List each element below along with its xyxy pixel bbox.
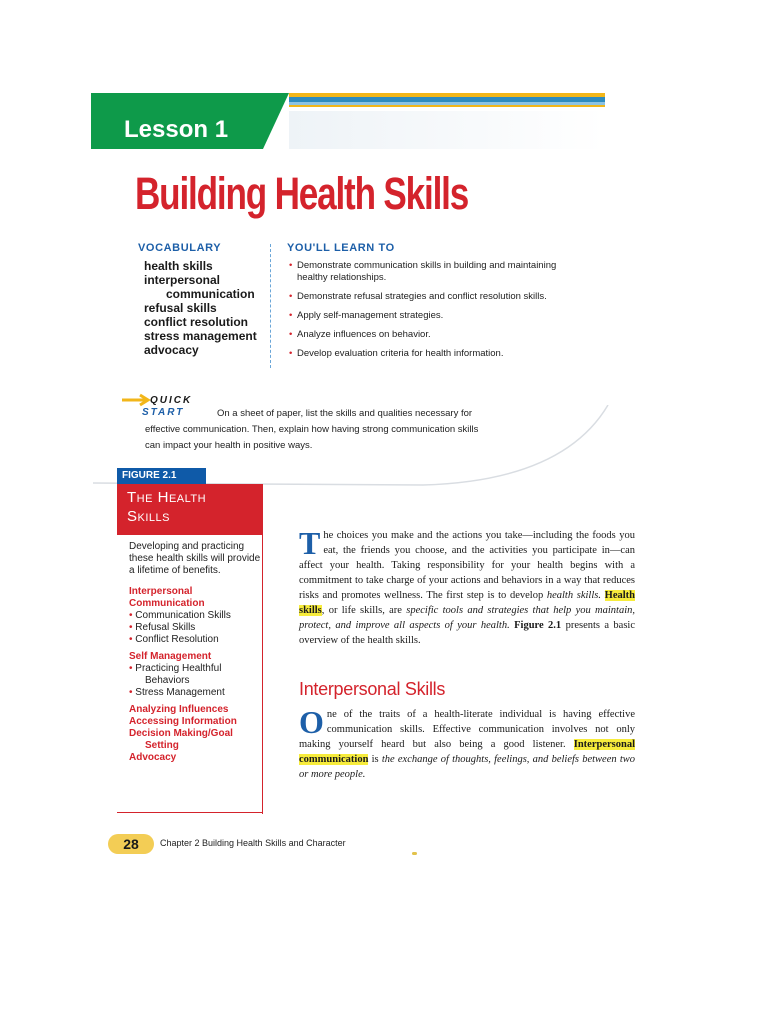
footer-mark [412, 852, 417, 855]
section-heading: Interpersonal Skills [299, 679, 446, 699]
figure-group-head: Advocacy [129, 752, 177, 763]
drop-cap: O [299, 704, 324, 740]
vocabulary-term: health skills [144, 259, 213, 273]
learn-item: • Develop evaluation criteria for health information. [289, 348, 579, 360]
learn-item: • Demonstrate refusal strategies and conflict resolution skills. [289, 291, 579, 303]
figure-title-line: The Health [127, 489, 207, 506]
vocabulary-term: advocacy [144, 343, 199, 357]
learn-list [289, 260, 579, 367]
vocabulary-heading: VOCABULARY [138, 242, 222, 254]
figure-group-head: Decision Making/Goal [129, 728, 233, 739]
chapter-footer: Chapter 2 Building Health Skills and Character [160, 838, 346, 848]
definition-text: specific tools and strategies that help you maintain, protect, and improve all aspects of your health. [299, 605, 635, 631]
figure-reference: Figure 2.1 [514, 620, 562, 631]
figure-group-interpersonal [129, 586, 261, 646]
figure-group-head: Accessing Information [129, 716, 237, 727]
learn-heading: YOU'LL LEARN TO [287, 242, 395, 254]
highlighted-term: Interpersonal communication [299, 739, 635, 765]
quick-start-word-start: START [142, 407, 185, 418]
header-green-band-tip [263, 93, 289, 149]
paragraph-text: , or life skills, are [321, 605, 407, 616]
vocabulary-term: refusal skills [144, 301, 217, 315]
interpersonal-paragraph [299, 704, 635, 782]
vocabulary-term: communication [166, 287, 255, 301]
quick-start-text: On a sheet of paper, list the skills and qualities necessary for effective communication. Then, explain how having strong communication skills can impact your health in positive ways. [145, 408, 479, 451]
intro-paragraph [299, 525, 635, 648]
figure-group-head: Communication [129, 598, 205, 609]
figure-skill-item-cont: Behaviors [145, 675, 190, 686]
learn-item: • Demonstrate communication skills in building and maintaining healthy relationships. [289, 260, 579, 284]
paragraph-text: is [368, 754, 382, 765]
highlighted-term: Health skills [299, 590, 635, 616]
vocabulary-term: stress management [144, 329, 257, 343]
figure-skill-item: • Stress Management [129, 687, 261, 699]
figure-skill-item: • Conflict Resolution [129, 634, 261, 646]
figure-title [127, 488, 206, 526]
drop-cap: T [299, 525, 321, 561]
page-title: Building Health Skills [135, 168, 469, 219]
figure-skill-item: • Communication Skills [129, 610, 261, 622]
figure-skill-list [129, 586, 261, 769]
header-fade [289, 111, 605, 149]
figure-group-other [129, 704, 261, 764]
lesson-label: Lesson 1 [124, 116, 229, 143]
figure-tab: FIGURE 2.1 [117, 468, 206, 484]
figure-skill-item: • Refusal Skills [129, 622, 261, 634]
header-stripes [289, 93, 605, 111]
learn-item: • Analyze influences on behavior. [289, 329, 579, 341]
figure-intro: Developing and practicing these health skills will provide a lifetime of benefits. [129, 541, 261, 576]
figure-group-head: Self Management [129, 651, 212, 662]
page-number: 28 [123, 836, 139, 852]
figure-bottom-rule [117, 812, 263, 813]
definition-text: the exchange of thoughts, feelings, and beliefs between two or more people. [299, 754, 635, 780]
vocabulary-term: interpersonal [144, 273, 221, 287]
paragraph-text: ne of the traits of a health-literate individual is having effective communication skills. Effective communication involves not only making yourself heard but also being a good listener. [299, 709, 635, 750]
figure-group-head: Setting [145, 740, 179, 751]
paragraph-text: he choices you make and the actions you take—including the foods you eat, the friends you choose, and the activities you participate in—can affect your health. Taking responsibility for your health begins with a commitment to take charge of your actions and behaviors in a way that reduces risks and promotes wellness. The first step is to develop [299, 530, 635, 601]
figure-group-head: Analyzing Influences [129, 704, 229, 715]
figure-side-rule [262, 484, 263, 814]
figure-title-line: Skills [127, 508, 170, 525]
vocabulary-list [144, 259, 257, 357]
column-divider [270, 244, 271, 368]
figure-group-head: Interpersonal [129, 586, 193, 597]
figure-group-self-management [129, 651, 261, 699]
learn-item: • Apply self-management strategies. [289, 310, 579, 322]
quick-start-word-quick: QUICK [150, 395, 193, 406]
paragraph-text: presents a basic overview of the health skills. [299, 620, 635, 646]
vocabulary-term: conflict resolution [144, 315, 249, 329]
term-italic: health skills. [546, 590, 601, 601]
figure-skill-item: • Practicing Healthful [129, 663, 261, 675]
